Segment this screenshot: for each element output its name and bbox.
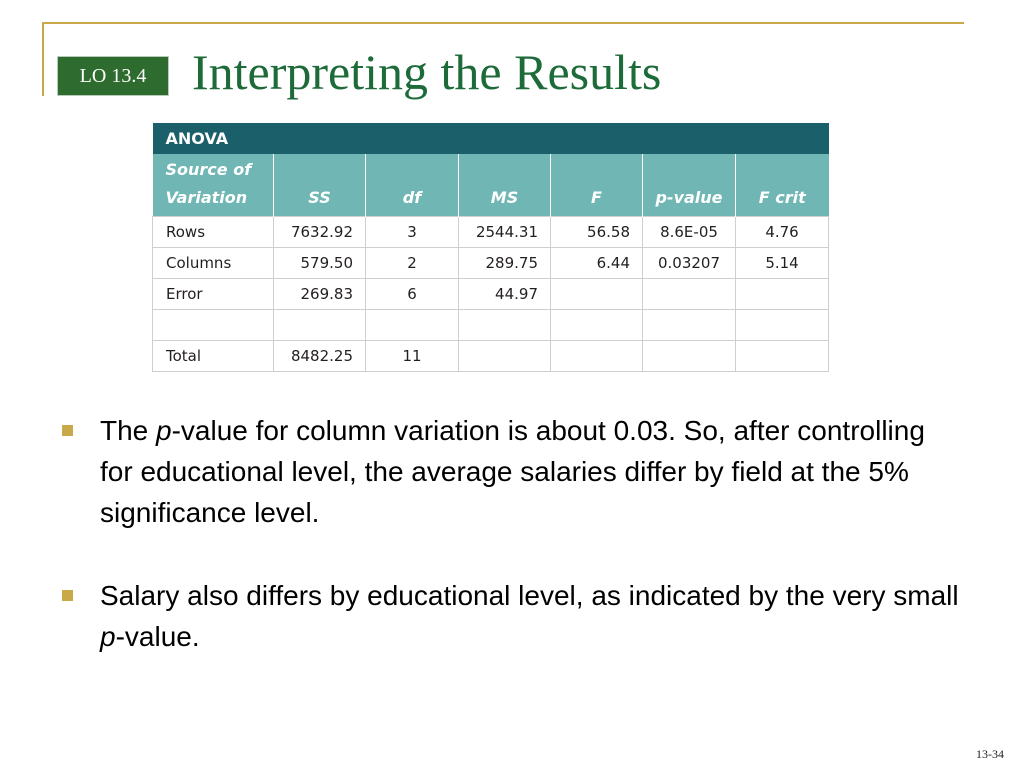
cell-p-value: 8.6E-05 <box>643 217 736 248</box>
cell-source: Rows <box>153 217 274 248</box>
cell-f <box>551 341 643 372</box>
cell-f-crit <box>736 341 829 372</box>
slide-title: Interpreting the Results <box>192 44 662 100</box>
cell-ms <box>459 310 551 341</box>
cell-f-crit <box>736 310 829 341</box>
header-f-crit: F crit <box>736 154 829 217</box>
anova-title-row <box>153 123 829 154</box>
bullet-text-italic-p: p <box>156 415 172 446</box>
cell-f <box>551 279 643 310</box>
bullet-item-educational-level <box>62 575 962 657</box>
slide-number: 13-34 <box>976 747 1004 761</box>
bullet-list <box>62 410 962 657</box>
header-p-value: p-value <box>643 154 736 217</box>
frame-left-rule <box>42 22 44 96</box>
cell-f-crit: 5.14 <box>736 248 829 279</box>
anova-header-row <box>153 154 829 217</box>
cell-df: 2 <box>366 248 459 279</box>
anova-table <box>152 123 829 372</box>
header-source-of-variation <box>153 154 274 217</box>
header-source-line2: Variation <box>165 188 248 207</box>
square-bullet-icon <box>62 425 73 436</box>
cell-f: 6.44 <box>551 248 643 279</box>
header-df: df <box>366 154 459 217</box>
cell-df: 3 <box>366 217 459 248</box>
cell-f: 56.58 <box>551 217 643 248</box>
cell-p-value: 0.03207 <box>643 248 736 279</box>
cell-df: 6 <box>366 279 459 310</box>
table-row-total <box>153 341 829 372</box>
header-source-line1: Source of <box>165 160 252 179</box>
cell-ss: 7632.92 <box>274 217 366 248</box>
cell-ms <box>459 341 551 372</box>
bullet-text-before: The <box>100 415 157 446</box>
table-row-error <box>153 279 829 310</box>
cell-ss <box>274 310 366 341</box>
table-row-rows <box>153 217 829 248</box>
cell-f-crit: 4.76 <box>736 217 829 248</box>
cell-source: Total <box>153 341 274 372</box>
cell-df <box>366 310 459 341</box>
header-ss: SS <box>274 154 366 217</box>
cell-ms: 289.75 <box>459 248 551 279</box>
learning-objective-badge: LO 13.4 <box>57 56 169 96</box>
header-f: F <box>551 154 643 217</box>
cell-f-crit <box>736 279 829 310</box>
cell-p-value <box>643 310 736 341</box>
cell-source: Columns <box>153 248 274 279</box>
cell-source: Error <box>153 279 274 310</box>
table-row-columns <box>153 248 829 279</box>
cell-ms: 2544.31 <box>459 217 551 248</box>
bullet-text-after: -value. <box>115 621 200 652</box>
bullet-text-before: Salary also differs by educational level, as indicated by the very small <box>100 580 959 611</box>
cell-ss: 579.50 <box>274 248 366 279</box>
square-bullet-icon <box>62 590 73 601</box>
table-row-blank <box>153 310 829 341</box>
frame-top-rule <box>42 22 964 24</box>
bullet-text-after: -value for column variation is about 0.03. So, after controlling for educational level, the average salaries differ by field at the 5% significance level. <box>100 415 925 528</box>
cell-f <box>551 310 643 341</box>
cell-p-value <box>643 279 736 310</box>
cell-ms: 44.97 <box>459 279 551 310</box>
anova-table-title: ANOVA <box>153 123 829 154</box>
cell-ss: 8482.25 <box>274 341 366 372</box>
cell-p-value <box>643 341 736 372</box>
cell-source <box>153 310 274 341</box>
header-ms: MS <box>459 154 551 217</box>
bullet-item-column-variation <box>62 410 962 533</box>
cell-df: 11 <box>366 341 459 372</box>
cell-ss: 269.83 <box>274 279 366 310</box>
bullet-text-italic-p: p <box>100 621 116 652</box>
